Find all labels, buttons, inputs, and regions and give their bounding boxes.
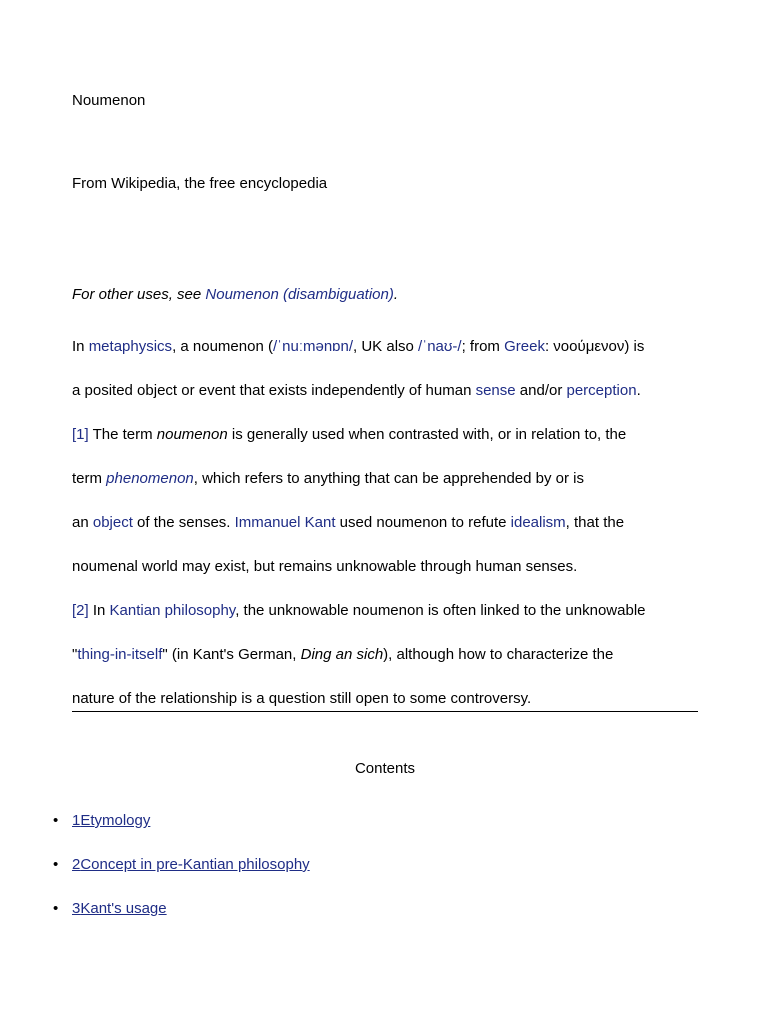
bullet-icon: • (53, 900, 59, 917)
lead-text: In (88, 602, 110, 619)
lead-line-1 (72, 337, 698, 381)
hatnote (72, 285, 398, 305)
lead-text: In (72, 338, 89, 355)
toc-link-kants-usage[interactable] (72, 900, 167, 917)
lead-text: : νοούμενον) is (544, 338, 645, 355)
lead-text: term (72, 470, 107, 487)
lead-line-8 (72, 645, 698, 689)
object-link[interactable]: object (92, 514, 133, 531)
thing-in-itself-link[interactable]: thing-in-itself (77, 646, 163, 663)
lead-text: an (72, 514, 93, 531)
lead-text: " (in Kant's German, (162, 646, 301, 663)
toc-label: Etymology (80, 812, 151, 829)
toc-number: 1 (72, 812, 81, 829)
perception-link[interactable]: perception (566, 382, 637, 399)
phenomenon-link[interactable]: phenomenon (106, 470, 194, 487)
lead-text: . (636, 382, 641, 399)
bullet-icon: • (53, 812, 59, 829)
toc-item-etymology (50, 811, 310, 855)
lead-text: of the senses. (132, 514, 235, 531)
lead-emphasis: noumenon (156, 426, 228, 443)
lead-text: " (72, 646, 78, 663)
ipa-uk-pronunciation-link[interactable]: /ˈnaʊ-/ (418, 338, 462, 355)
lead-text: used noumenon to refute (335, 514, 511, 531)
lead-line-5 (72, 513, 698, 557)
lead-text: and/or (515, 382, 567, 399)
lead-text: The term (88, 426, 157, 443)
lead-line-4 (72, 469, 698, 513)
section-divider (72, 711, 698, 712)
ipa-pronunciation-link[interactable]: /ˈnuːmənɒn/ (272, 338, 354, 355)
lead-text: a posited object or event that exists independently of human (72, 382, 476, 399)
metaphysics-link[interactable]: metaphysics (88, 338, 173, 355)
contents-heading: Contents (354, 760, 416, 777)
lead-paragraph (72, 337, 698, 733)
bullet-icon: • (53, 856, 59, 873)
toc-item-kants-usage (50, 899, 310, 943)
lead-text: , which refers to anything that can be apprehended by or is (193, 470, 584, 487)
lead-line-7 (72, 601, 698, 645)
disambiguation-link[interactable]: Noumenon (disambiguation) (205, 286, 394, 303)
toc-link-pre-kantian[interactable] (72, 856, 310, 873)
lead-line-3 (72, 425, 698, 469)
toc-number: 3 (72, 900, 81, 917)
toc-label: Concept in pre-Kantian philosophy (80, 856, 310, 873)
toc-number: 2 (72, 856, 81, 873)
lead-text: , that the (565, 514, 625, 531)
lead-text: , a noumenon ( (172, 338, 273, 355)
kantian-philosophy-link[interactable]: Kantian philosophy (109, 602, 236, 619)
lead-text: nature of the relationship is a question still open to some controversy. (72, 690, 532, 707)
reference-2-link[interactable]: [2] (72, 602, 89, 619)
lead-text: , the unknowable noumenon is often linked to the unknowable (235, 602, 646, 619)
idealism-link[interactable]: idealism (510, 514, 566, 531)
hatnote-suffix: . (393, 286, 399, 303)
lead-text: is generally used when contrasted with, or in relation to, the (227, 426, 627, 443)
immanuel-kant-link[interactable]: Immanuel Kant (234, 514, 336, 531)
toc-link-etymology[interactable] (72, 812, 150, 829)
lead-text: ), although how to characterize the (383, 646, 614, 663)
lead-line-2 (72, 381, 698, 425)
lead-text: noumenal world may exist, but remains unknowable through human senses. (72, 558, 578, 575)
lead-text: ; from (461, 338, 505, 355)
lead-text: , UK also (353, 338, 419, 355)
article-title: Noumenon (72, 92, 146, 109)
greek-link[interactable]: Greek (504, 338, 545, 355)
reference-1-link[interactable]: [1] (72, 426, 89, 443)
lead-emphasis: Ding an sich (300, 646, 384, 663)
lead-line-6 (72, 557, 698, 601)
toc-label: Kant's usage (80, 900, 167, 917)
sense-link[interactable]: sense (475, 382, 516, 399)
toc-item-pre-kantian (50, 855, 310, 899)
table-of-contents (50, 811, 310, 943)
hatnote-prefix: For other uses, see (72, 286, 206, 303)
article-subtitle: From Wikipedia, the free encyclopedia (72, 175, 328, 192)
